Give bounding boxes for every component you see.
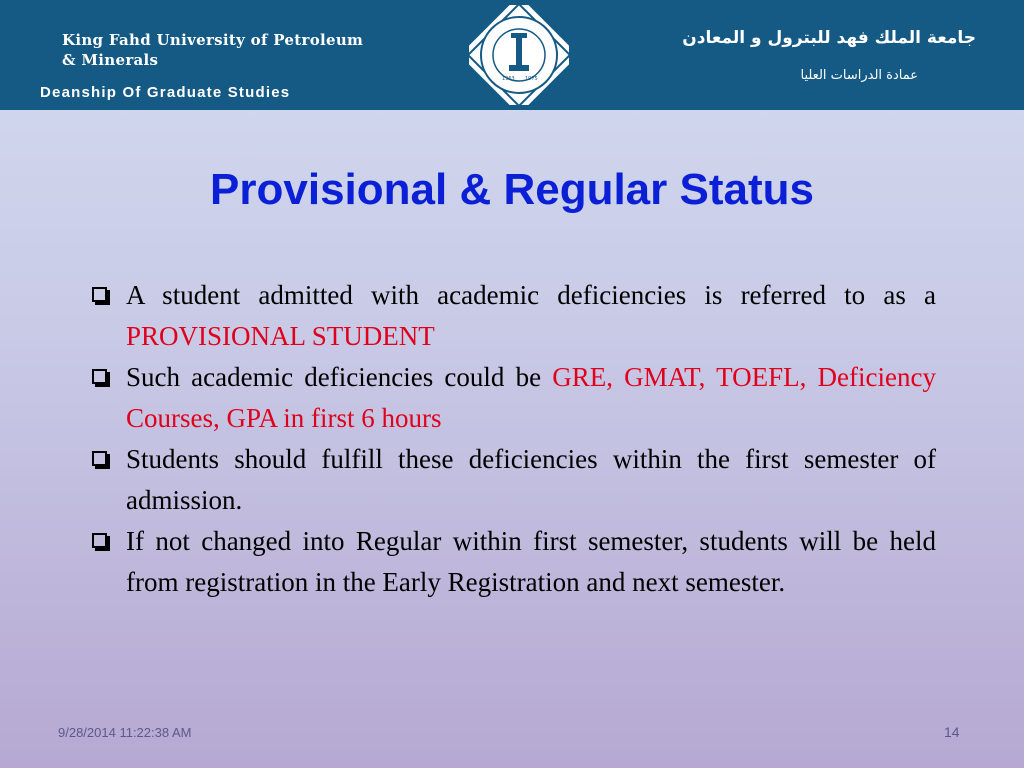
header-bar xyxy=(0,0,1024,110)
bullet-list xyxy=(88,275,936,603)
footer-datetime: 9/28/2014 11:22:38 AM xyxy=(58,725,192,740)
seal-year-left: 1963 xyxy=(502,76,515,82)
slide-number: 14 xyxy=(944,724,960,740)
checkbox-bullet-icon xyxy=(92,451,107,466)
bullet-item xyxy=(88,275,936,357)
bullet-highlight: PROVISIONAL STUDENT xyxy=(126,321,435,351)
bullet-text: Students should fulfill these deficiencies within the first semester of admission. xyxy=(126,444,936,515)
header-left xyxy=(40,30,370,101)
university-name-ar: جامعة الملك فهد للبترول و المعادن xyxy=(682,28,976,48)
bullet-text: If not changed into Regular within first semester, students will be held from registration in the Early Registration and next semester. xyxy=(126,526,936,597)
bullet-item xyxy=(88,521,936,603)
bullet-item xyxy=(88,439,936,521)
bullet-text: A student admitted with academic deficiencies is referred to as a xyxy=(126,280,936,310)
kfupm-seal-icon xyxy=(469,5,569,105)
deanship-name-ar: عمادة الدراسات العليا xyxy=(800,68,918,83)
university-name-en: King Fahd University of Petroleum & Minerals xyxy=(62,31,364,69)
checkbox-bullet-icon xyxy=(92,369,107,384)
checkbox-bullet-icon xyxy=(92,533,107,548)
seal-year-right: 1975 xyxy=(525,76,538,82)
checkbox-bullet-icon xyxy=(92,287,107,302)
bullet-item xyxy=(88,357,936,439)
bullet-highlight: GRE, GMAT, TOEFL, Deficiency Courses, GPA in first 6 hours xyxy=(126,362,936,433)
header-right xyxy=(676,28,976,83)
slide-title: Provisional & Regular Status xyxy=(210,165,814,214)
deanship-name-en: Deanship Of Graduate Studies xyxy=(40,84,291,101)
bullet-text: Such academic deficiencies could be xyxy=(126,362,553,392)
